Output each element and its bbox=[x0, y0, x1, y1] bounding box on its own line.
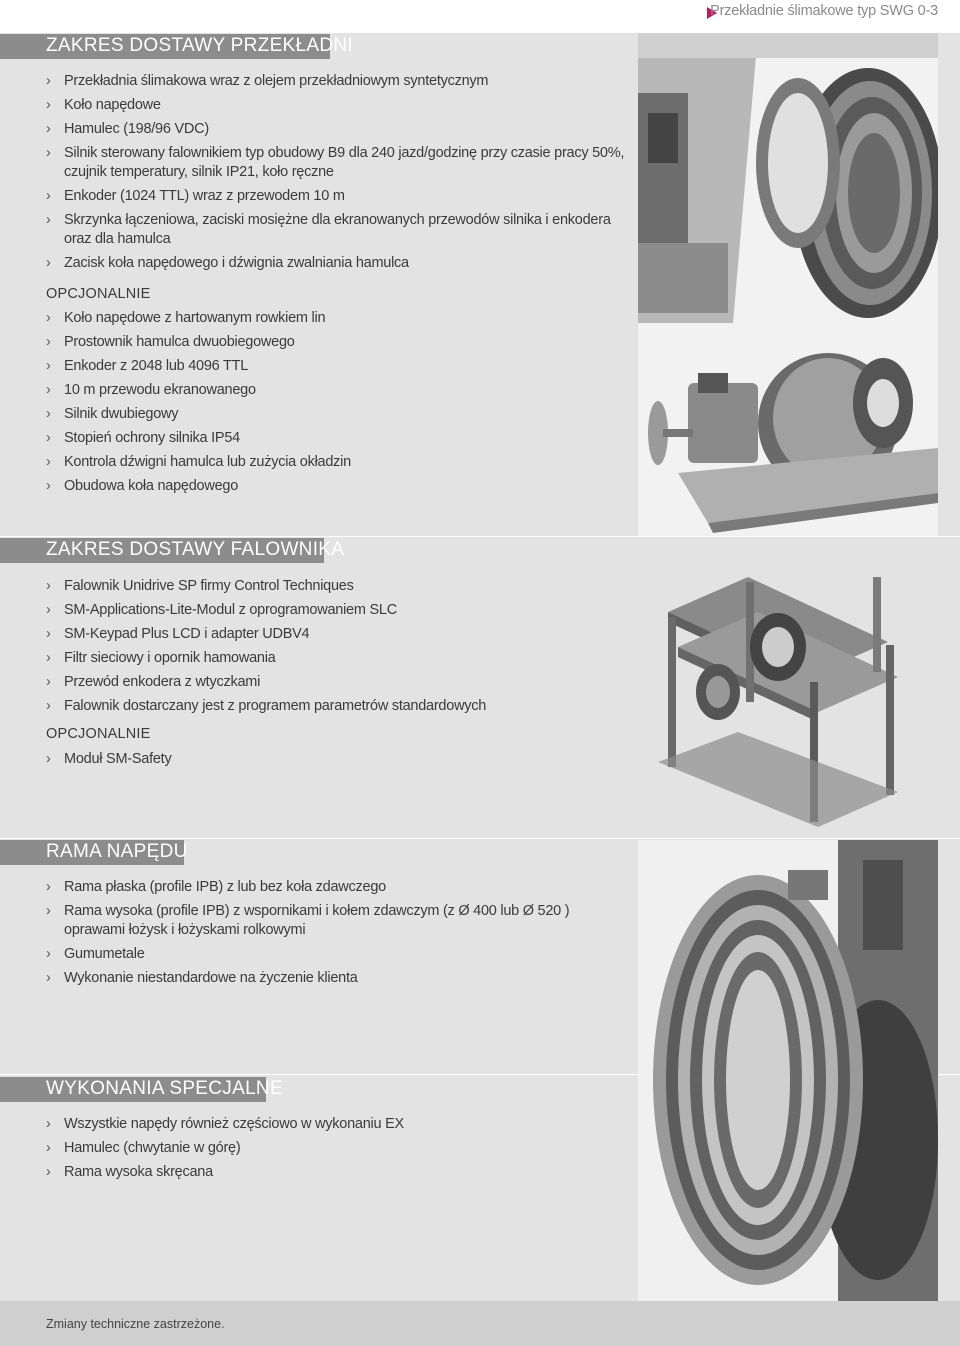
footer-note: Zmiany techniczne zastrzeżone. bbox=[46, 1317, 225, 1331]
sheave-photo bbox=[638, 840, 938, 1301]
section-title-inverter-scope bbox=[0, 538, 345, 563]
section-heading: RAMA NAPĘDU bbox=[46, 841, 188, 862]
section-heading: ZAKRES DOSTAWY PRZEKŁADNI bbox=[46, 35, 353, 56]
section-divider bbox=[0, 838, 960, 839]
section-heading: ZAKRES DOSTAWY FALOWNIKA bbox=[46, 539, 345, 560]
section-heading: WYKONANIA SPECJALNE bbox=[46, 1078, 283, 1099]
optional-label: OPCJONALNIE bbox=[46, 726, 151, 742]
header-title: Przekładnie ślimakowe typ SWG 0-3 bbox=[710, 3, 938, 19]
frame-photo bbox=[638, 537, 938, 838]
page-header bbox=[0, 0, 960, 33]
optional-label: OPCJONALNIE bbox=[46, 286, 151, 302]
section-title-special-versions bbox=[0, 1077, 283, 1102]
section-title-gear-scope bbox=[0, 34, 353, 59]
section-title-drive-frame bbox=[0, 840, 188, 865]
gear-photo bbox=[638, 33, 938, 536]
